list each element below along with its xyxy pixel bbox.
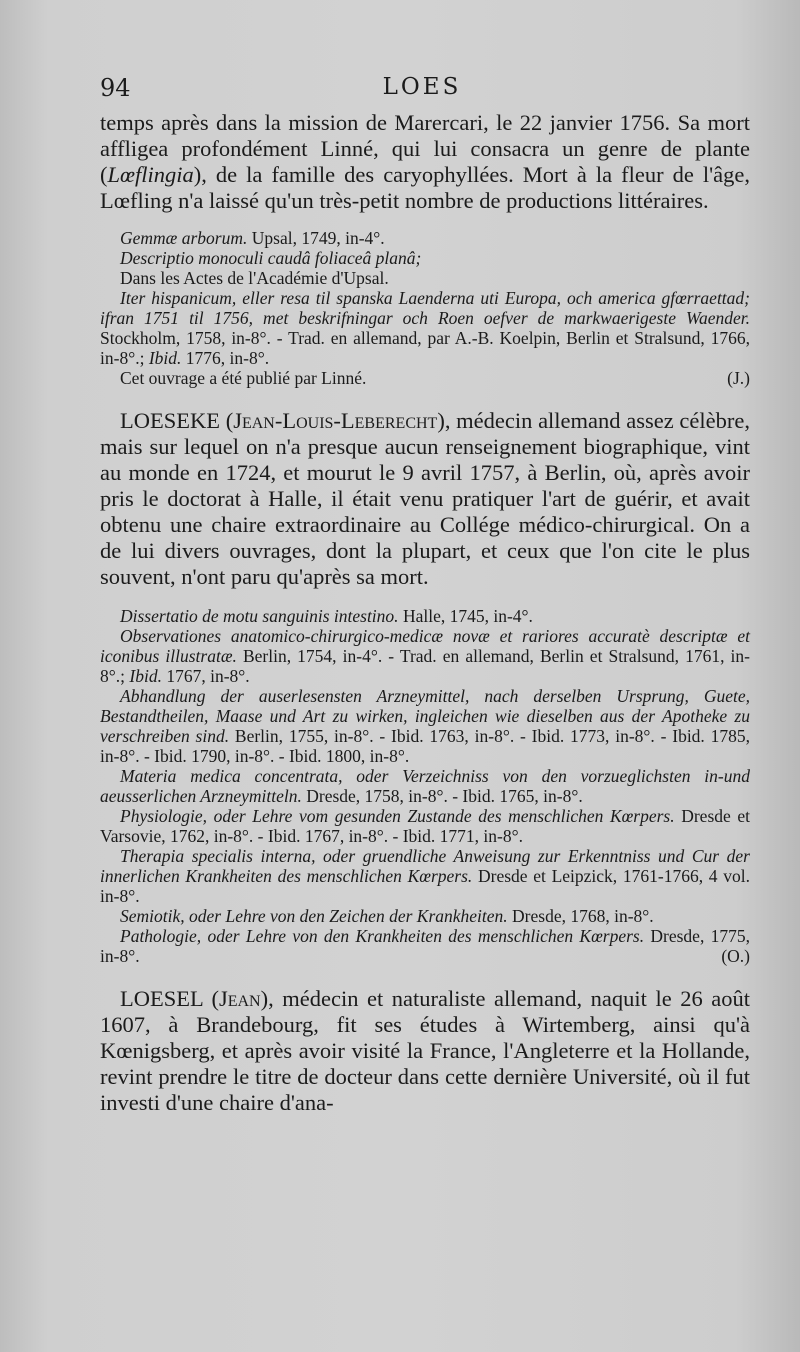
bib-entry: Descriptio monoculi caudâ foliaceâ planâ; [120,248,422,268]
bib-entry: Materia medica concentrata, oder Verzeichniss von den vorzueglichsten in-und aeusserlichen Arzneymitteln. Dresde, 1758, in-8°. - Ibid. 1765, in-8°. [100,766,750,806]
bib-entry: Observationes anatomico-chirurgico-medicæ novæ et rariores accuratè descriptæ et iconibus illustratæ. Berlin, 1754, in-4°. - Trad. en allemand, Berlin et Stralsund, 1761, in-8°.; Ibid. 1767, in-8°. [100,626,750,686]
loefling-bibliography [100,228,750,388]
bib-entry: Iter hispanicum, eller resa til spanska Laenderna uti Europa, och america gfœrraettad; ifran 1751 til 1756, met beskrifningar och Roen oefver de markwaerigeste Waender. Stockholm, 1758, in-8°. - Trad. en allemand, par A.-B. Koelpin, Berlin et Stralsund, 1766, in-8°.; Ibid. 1776, in-8°. [100,288,750,368]
bib-entry: Semiotik, oder Lehre von den Zeichen der Krankheiten. Dresde, 1768, in-8°. [120,906,654,926]
bib-entry: Therapia specialis interna, oder gruendliche Anweisung zur Erkenntniss und Cur der innerlichen Krankheiten des menschlichen Kœrpers. Dresde et Leipzick, 1761-1766, 4 vol. in-8°. [100,846,750,906]
bib-entry: Abhandlung der auserlesensten Arzneymittel, nach derselben Ursprung, Guete, Bestandtheilen, Maase und Art zu wirken, ingleichen wie dieselben aus der Apotheke zu verschreiben sind. Berlin, 1755, in-8°. - Ibid. 1763, in-8°. - Ibid. 1773, in-8°. - Ibid. 1785, in-8°. - Ibid. 1790, in-8°. - Ibid. 1800, in-8°. [100,686,750,766]
loeseke-entry: LOESEKE (Jean-Louis-Leberecht), médecin allemand assez célèbre, mais sur lequel on n'a presque aucun renseignement biographique, vint au monde en 1724, et mourut le 9 avril 1757, à Berlin, où, après avoir pris le doctorat à Halle, il était venu pratiquer l'art de guérir, et avait obtenu une chaire extraordinaire au Collége médico-chirurgical. On a de lui divers ouvrages, dont la plupart, et ceux que l'on cite le plus souvent, n'ont paru qu'après sa mort. [100,408,750,589]
bib-entry: Cet ouvrage a été publié par Linné. (J.) [120,368,750,388]
bib-entry: Pathologie, oder Lehre von den Krankheiten des menschlichen Kœrpers. Dresde, 1775, in-8°. (O.) [100,926,750,966]
loeseke-bibliography [100,606,750,966]
entry-headword: LOESEKE [120,408,220,433]
bib-entry: Dans les Actes de l'Académie d'Upsal. [120,268,389,288]
entry-forename: Jean [218,986,261,1011]
author-signature: (J.) [727,368,750,388]
bib-entry: Gemmæ arborum. Upsal, 1749, in-4°. [120,228,385,248]
loesel-entry: LOESEL (Jean), médecin et naturaliste allemand, naquit le 26 août 1607, à Brandebourg, fit ses études à Wirtemberg, ainsi qu'à Kœnigsberg, et après avoir visité la France, l'Angleterre et la Hollande, revint prendre le titre de docteur dans cette dernière Université, où il fut investi d'une chaire d'ana- [100,986,750,1115]
entry-forename: Jean-Louis-Leberecht [233,408,438,433]
entry-headword: LOESEL [120,986,203,1011]
author-signature: (O.) [721,946,750,966]
page-body [100,110,750,1116]
page-number: 94 [100,74,131,102]
bib-entry: Dissertatio de motu sanguinis intestino. Halle, 1745, in-4°. [120,606,533,626]
genus-name: Lœflingia [107,162,194,187]
page-header [96,74,748,106]
bib-entry: Physiologie, oder Lehre vom gesunden Zustande des menschlichen Kœrpers. Dresde et Varsovie, 1762, in-8°. - Ibid. 1767, in-8°. - Ibid. 1771, in-8°. [100,806,750,846]
running-head: LOES [382,74,462,100]
loefling-entry-end: temps après dans la mission de Marercari, le 22 janvier 1756. Sa mort affligea profondément Linné, qui lui consacra un genre de plante (Lœflingia), de la famille des caryophyllées. Mort à la fleur de l'âge, Lœfling n'a laissé qu'un très-petit nombre de productions littéraires. [100,110,750,213]
